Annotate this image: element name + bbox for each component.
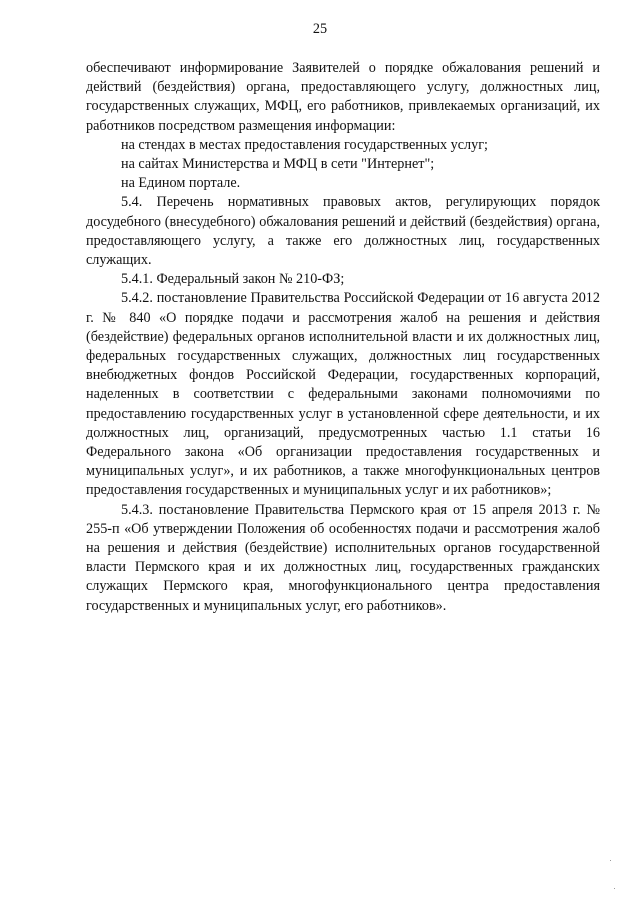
paragraph-5-4-3: 5.4.3. постановление Правительства Пермского края от 15 апреля 2013 г. № 255-п «Об утверждении Положения об особенностях подачи и рассмотрения жалоб на решения и действия (бездействие) исполнительных органов государственной власти Пермского края и их должностных лиц, государственных гражданских служащих Пермского края, многофункционального центра предоставления государственных и муниципальных услуг, его работников».: [86, 501, 600, 614]
paragraph-5-4: 5.4. Перечень нормативных правовых актов, регулирующих порядок досудебного (внесудебного) обжалования решений и действий (бездействия) органа, предоставляющего услугу, а также его должностных лиц, государственных служащих.: [86, 194, 600, 269]
list-item-sites: на сайтах Министерства и МФЦ в сети "Интернет";: [121, 156, 435, 173]
paragraph-intro: обеспечивают информирование Заявителей о порядке обжалования решений и действий (бездействия) органа, предоставляющего услугу, должностных лиц, государственных служащих, МФЦ, его работников, привлекаемых организаций, их работников посредством размещения информации:: [86, 60, 600, 134]
paragraph-5-4-2: 5.4.2. постановление Правительства Российской Федерации от 16 августа 2012 г. № 840 «О порядке подачи и рассмотрения жалоб на решения и действия (бездействие) федеральных органов исполнительной власти и их должностных лиц, федеральных государственных служащих, должностных лиц государственных внебюджетных фондов Российской Федерации, государственных корпораций, наделенных в соответствии с федеральными законами полномочиями по предоставлению государственных услуг в установленной сфере деятельности, и их должностных лиц, организаций, предусмотренных частью 1.1 статьи 16 Федерального закона «Об организации предоставления государственных и муниципальных услуг», и их работников, а также многофункциональных центров предоставления государственных и муниципальных услуг и их работников»;: [86, 290, 600, 499]
page-number: 25: [312, 21, 328, 37]
list-item-portal: на Едином портале.: [121, 175, 241, 192]
scan-dot: [610, 860, 611, 861]
document-body: [86, 59, 600, 616]
list-item-stands: на стендах в местах предоставления государственных услуг;: [121, 136, 488, 153]
paragraph-5-4-1: 5.4.1. Федеральный закон № 210-ФЗ;: [121, 271, 345, 288]
scan-dot: [614, 888, 615, 889]
